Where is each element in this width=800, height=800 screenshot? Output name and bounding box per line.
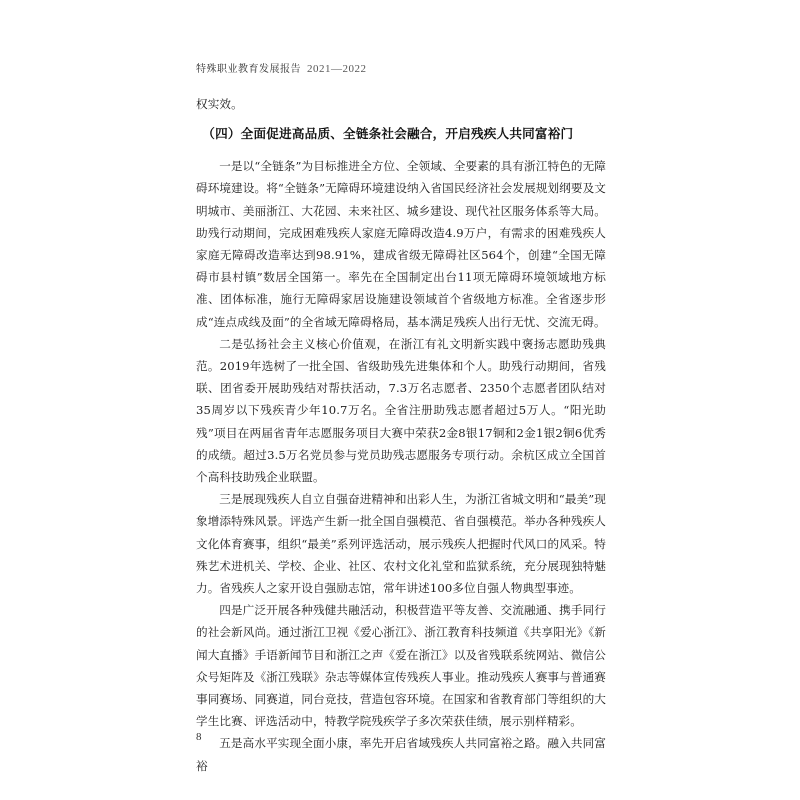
running-header xyxy=(196,60,367,75)
continuation-paragraph: 权实效。 xyxy=(196,97,243,111)
page-number: 8 xyxy=(196,731,202,743)
paragraph-2: 二是弘扬社会主义核心价值观，在浙江有礼文明新实践中褒扬志愿助残典范。2019年选树了一批全国、省级助残先进集体和个人。助残行动期间，省残联、团省委开展助残结对帮扶活动，7.3万名志愿者、2350个志愿者团队结对35周岁以下残疾青少年10.7万名。全省注册助残志愿者超过5万人。“阳光助残”项目在两届省青年志愿服务项目大赛中荣获2金8银17铜和2金1银2铜6优秀的成绩。超过3.5万名党员参与党员助残志愿服务专项行动。余杭区成立全国首个高科技助残企业联盟。 xyxy=(196,336,606,485)
body-text xyxy=(196,93,606,777)
report-title: 特殊职业教育发展报告 xyxy=(196,64,301,75)
section-heading: （四）全面促进高品质、全链条社会融合，开启残疾人共同富裕门 xyxy=(202,126,574,142)
paragraph-5: 五是高水平实现全面小康，率先开启省域残疾人共同富裕之路。融入共同富裕 xyxy=(196,736,606,773)
paragraph-3: 三是展现残疾人自立自强奋进精神和出彩人生，为浙江省城文明和“最美”现象增添特殊风景。评选产生新一批全国自强模范、省自强模范。举办各种残疾人文化体育赛事，组织“最美”系列评选活动，展示残疾人把握时代风口的风采。特殊艺术进机关、学校、企业、社区、农村文化礼堂和监狱系统，充分展现独特魅力。省残疾人之家开设自强励志馆，常年讲述100多位自强人物典型事迹。 xyxy=(196,492,606,596)
report-year-range: 2021—2022 xyxy=(307,63,367,75)
paragraph-4: 四是广泛开展各种残健共融活动，积极营造平等友善、交流融通、携手同行的社会新风尚。通过浙江卫视《爱心浙江》、浙江教育科技频道《共享阳光》《新闻大直播》手语新闻节目和浙江之声《爱在浙江》以及省残联系统网站、微信公众号矩阵及《浙江残联》杂志等媒体宣传残疾人事业。推动残疾人赛事与普通赛事同赛场、同赛道，同台竞技，营造包容环境。在国家和省教育部门等组织的大学生比赛、评选活动中，特教学院残疾学子多次荣获佳绩，展示别样精彩。 xyxy=(196,603,606,729)
paragraph-1: 一是以“全链条”为目标推进全方位、全领域、全要素的具有浙江特色的无障碍环境建设。将“全链条”无障碍环境建设纳入省国民经济社会发展规划纲要及文明城市、美丽浙江、大花园、未来社区、城乡建设、现代社区服务体系等大局。助残行动期间，完成困难残疾人家庭无障碍改造4.9万户，有需求的困难残疾人家庭无障碍改造率达到98.91%，建成省级无障碍社区564个，创建“全国无障碍市县村镇”数居全国第一。率先在全国制定出台11项无障碍环境领域地方标准、团体标准，施行无障碍家居设施建设领域首个省级地方标准。全省逐步形成“连点成线及面”的全省域无障碍格局，基本满足残疾人出行无忧、交流无碍。 xyxy=(196,159,606,329)
